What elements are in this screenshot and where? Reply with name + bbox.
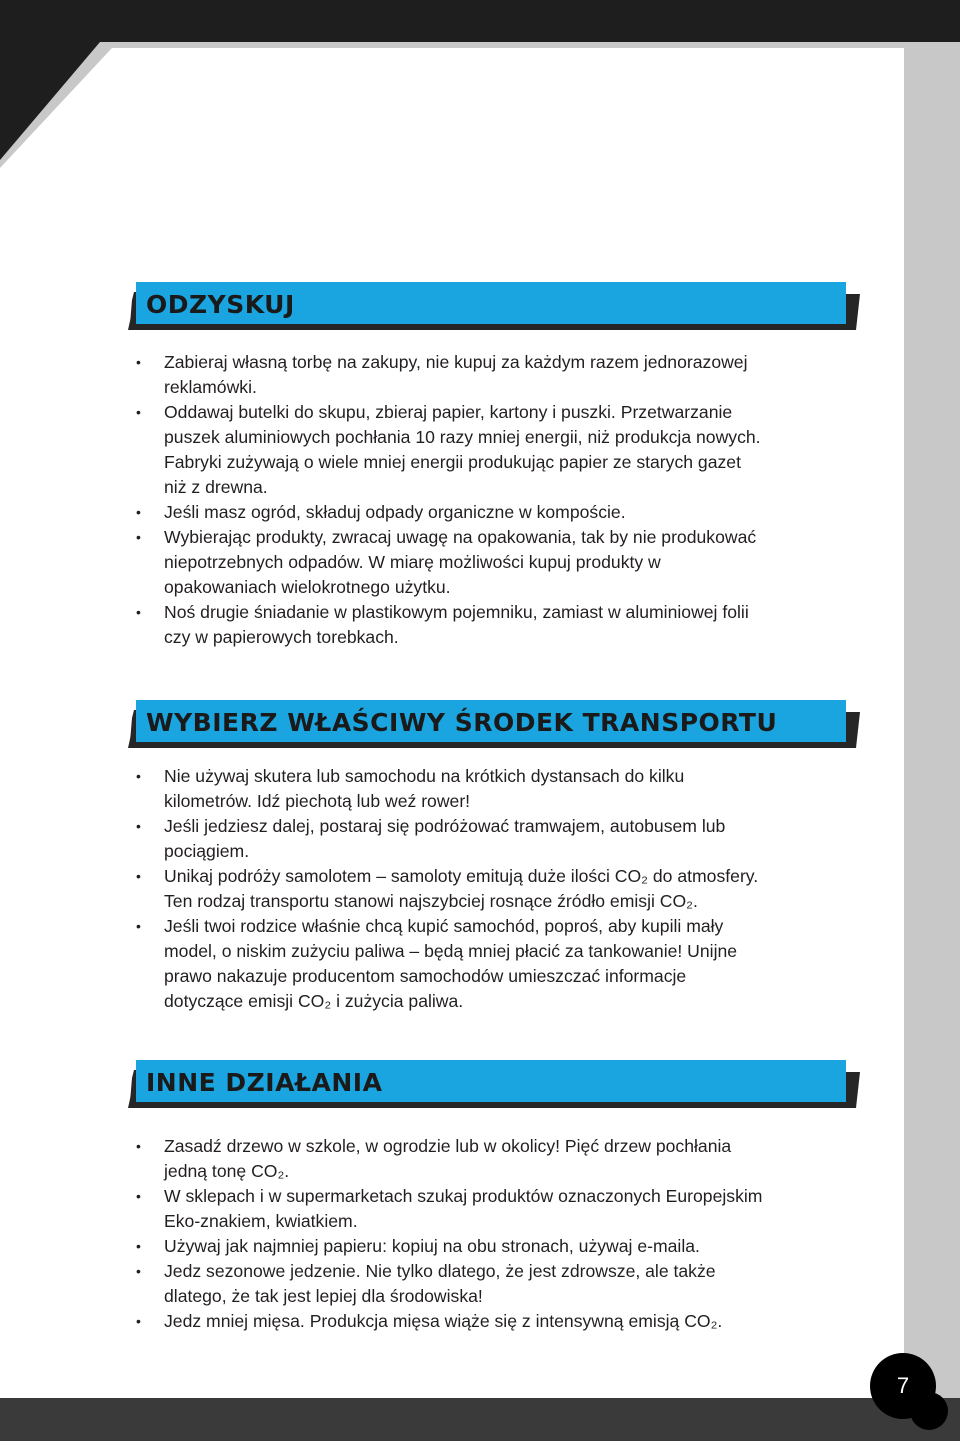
- list-item: • Unikaj podróży samolotem – samoloty emitują duże ilości CO₂ do atmosfery. Ten rodzaj transportu stanowi najszybciej rosnące źródło emisji CO₂.: [136, 864, 856, 914]
- list-item: • Wybierając produkty, zwracaj uwagę na opakowania, tak by nie produkować niepotrzebnych odpadów. W miarę możliwości kupuj produkty w opakowaniach wielokrotnego użytku.: [136, 525, 856, 600]
- section-title: WYBIERZ WŁAŚCIWY ŚRODEK TRANSPORTU: [146, 708, 778, 737]
- list-item: • Jedz mniej mięsa. Produkcja mięsa wiąże się z intensywną emisją CO₂.: [136, 1309, 856, 1334]
- page-number: 7: [870, 1353, 936, 1419]
- list-item: • Zasadź drzewo w szkole, w ogrodzie lub w okolicy! Pięć drzew pochłania jedną tonę CO₂.: [136, 1134, 856, 1184]
- list-item: • Jeśli twoi rodzice właśnie chcą kupić samochód, poproś, aby kupili mały model, o niskim zużyciu paliwa – będą mniej płacić za tankowanie! Unijne prawo nakazuje producentom samochodów umieszczać informacje dotyczące emisji CO₂ i zużycia paliwa.: [136, 914, 856, 1014]
- list-item: • Nie używaj skutera lub samochodu na krótkich dystansach do kilku kilometrów. Idź piechotą lub weź rower!: [136, 764, 856, 814]
- list-item: • Noś drugie śniadanie w plastikowym pojemniku, zamiast w aluminiowej folii czy w papierowych torebkach.: [136, 600, 856, 650]
- list-item: • Oddawaj butelki do skupu, zbieraj papier, kartony i puszki. Przetwarzanie puszek aluminiowych pochłania 10 razy mniej energii, niż produkcja nowych. Fabryki zużywają o wiele mniej energii produkując papier ze starych gazet niż z drewna.: [136, 400, 856, 500]
- section-header-recycle: [128, 280, 860, 330]
- list-item: • Jedz sezonowe jedzenie. Nie tylko dlatego, że jest zdrowsze, ale także dlatego, że tak jest lepiej dla środowiska!: [136, 1259, 856, 1309]
- list-item: • Jeśli jedziesz dalej, postaraj się podróżować tramwajem, autobusem lub pociągiem.: [136, 814, 856, 864]
- section-header-transport: [128, 698, 860, 748]
- section-header-other-actions: [128, 1058, 860, 1108]
- section-title: INNE DZIAŁANIA: [146, 1068, 383, 1097]
- list-item: • Jeśli masz ogród, składuj odpady organiczne w kompoście.: [136, 500, 856, 525]
- list-item: • W sklepach i w supermarketach szukaj produktów oznaczonych Europejskim Eko-znakiem, kwiatkiem.: [136, 1184, 856, 1234]
- section-title: ODZYSKUJ: [146, 290, 295, 319]
- other-actions-list: [136, 1134, 856, 1334]
- list-item: • Zabieraj własną torbę na zakupy, nie kupuj za każdym razem jednorazowej reklamówki.: [136, 350, 856, 400]
- list-item: • Używaj jak najmniej papieru: kopiuj na obu stronach, używaj e-maila.: [136, 1234, 856, 1259]
- transport-list: [136, 764, 856, 1014]
- recycle-list: [136, 350, 856, 650]
